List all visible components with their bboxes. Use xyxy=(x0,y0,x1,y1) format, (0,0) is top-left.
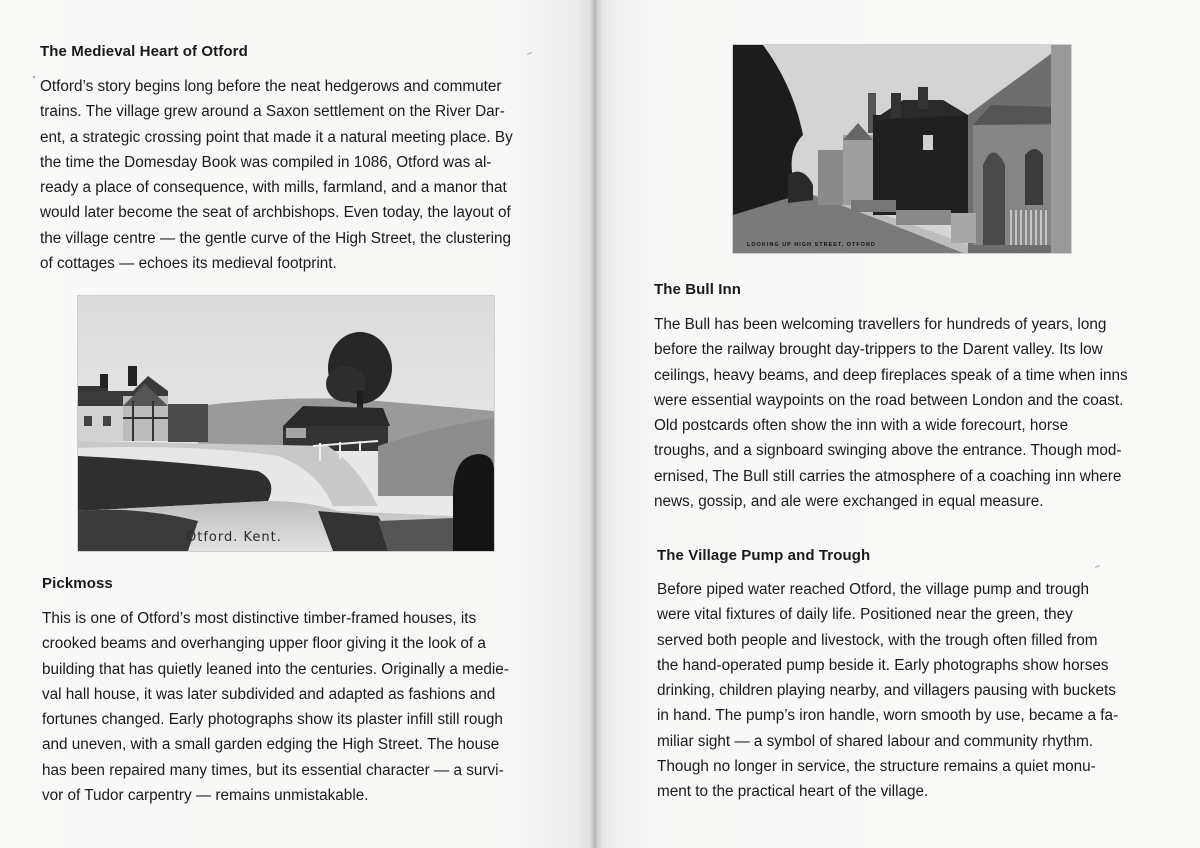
text-line: Otford’s story begins long before the neat hedgerows and commuter xyxy=(40,78,502,95)
text-line: ent, a strategic crossing point that made it a natural meeting place. By xyxy=(40,128,513,146)
paper-speck xyxy=(527,52,532,55)
text-line: Though no longer in service, the structure remains a quiet monu- xyxy=(657,758,1096,776)
section-heading-village-pump: The Village Pump and Trough xyxy=(657,547,871,564)
text-line: were vital fixtures of daily life. Positioned near the green, they xyxy=(657,606,1073,624)
photo-caption: LOOKING UP HIGH STREET, OTFORD xyxy=(747,242,876,248)
text-line: trains. The village grew around a Saxon settlement on the River Dar- xyxy=(40,103,505,121)
section-body-village-pump xyxy=(657,577,1118,805)
text-line: the time the Domesday Book was compiled in 1086, Otford was al- xyxy=(40,153,492,171)
text-line: ernised, The Bull still carries the atmosphere of a coaching inn where xyxy=(654,467,1122,485)
text-line: and uneven, with a small garden edging the High Street. The house xyxy=(42,736,500,754)
section-body-bull-inn xyxy=(654,312,1128,514)
text-line: fortunes changed. Early photographs show its plaster infill still rough xyxy=(42,711,503,729)
book-gutter-fold xyxy=(590,0,602,848)
text-line: Before piped water reached Otford, the village pump and trough xyxy=(657,581,1089,598)
text-line: drinking, children playing nearby, and villagers pausing with buckets xyxy=(657,682,1116,700)
postcard-image xyxy=(733,45,1071,253)
text-line: This is one of Otford’s most distinctive timber-framed houses, its xyxy=(42,610,477,627)
text-line: building that has quietly leaned into the centuries. Originally a medie- xyxy=(42,660,509,678)
text-line: news, gossip, and ale were exchanged in equal measure. xyxy=(654,493,1044,511)
paper-speck xyxy=(1095,565,1100,568)
text-line: before the railway brought day-trippers to the Darent valley. Its low xyxy=(654,341,1103,359)
text-line: ment to the practical heart of the village. xyxy=(657,783,929,801)
photo-otford-kent-pond xyxy=(77,295,495,552)
section-heading-bull-inn: The Bull Inn xyxy=(654,281,742,298)
text-line: has been repaired many times, but its essential character — a survi- xyxy=(42,761,504,779)
postcard-image xyxy=(78,296,494,551)
text-line: Old postcards often show the inn with a wide forecourt, horse xyxy=(654,417,1069,435)
photo-caption: Otford. Kent. xyxy=(186,530,282,545)
text-line: of cottages — echoes its medieval footprint. xyxy=(40,255,337,273)
text-line: in hand. The pump’s iron handle, worn smooth by use, became a fa- xyxy=(657,707,1119,725)
text-line: The Bull has been welcoming travellers for hundreds of years, long xyxy=(654,316,1107,333)
right-page xyxy=(595,0,1200,848)
paper-speck xyxy=(33,76,36,79)
text-line: ceilings, heavy beams, and deep fireplaces speak of a time when inns xyxy=(654,366,1128,384)
text-line: the hand-operated pump beside it. Early photographs show horses xyxy=(657,656,1109,674)
section-body-pickmoss xyxy=(42,606,509,808)
text-line: troughs, and a signboard swinging above the entrance. Though mod- xyxy=(654,442,1122,460)
text-line: crooked beams and overhanging upper floor giving it the look of a xyxy=(42,635,486,653)
left-page xyxy=(0,0,595,848)
text-line: ready a place of consequence, with mills, farmland, and a manor that xyxy=(40,179,507,197)
section-heading-medieval-heart: The Medieval Heart of Otford xyxy=(40,43,248,60)
text-line: miliar sight — a symbol of shared labour and community rhythm. xyxy=(657,732,1094,750)
section-body-medieval-heart xyxy=(40,74,513,276)
text-line: served both people and livestock, with the trough often filled from xyxy=(657,631,1098,649)
text-line: val hall house, it was later subdivided and adapted as fashions and xyxy=(42,685,496,703)
section-heading-pickmoss: Pickmoss xyxy=(42,575,113,592)
text-line: the village centre — the gentle curve of the High Street, the clustering xyxy=(40,229,512,247)
text-line: would later become the seat of archbishops. Even today, the layout of xyxy=(40,204,511,222)
text-line: vor of Tudor carpentry — remains unmistakable. xyxy=(42,787,369,805)
text-line: were essential waypoints on the road between London and the coast. xyxy=(654,391,1124,409)
photo-high-street-otford xyxy=(732,44,1072,254)
